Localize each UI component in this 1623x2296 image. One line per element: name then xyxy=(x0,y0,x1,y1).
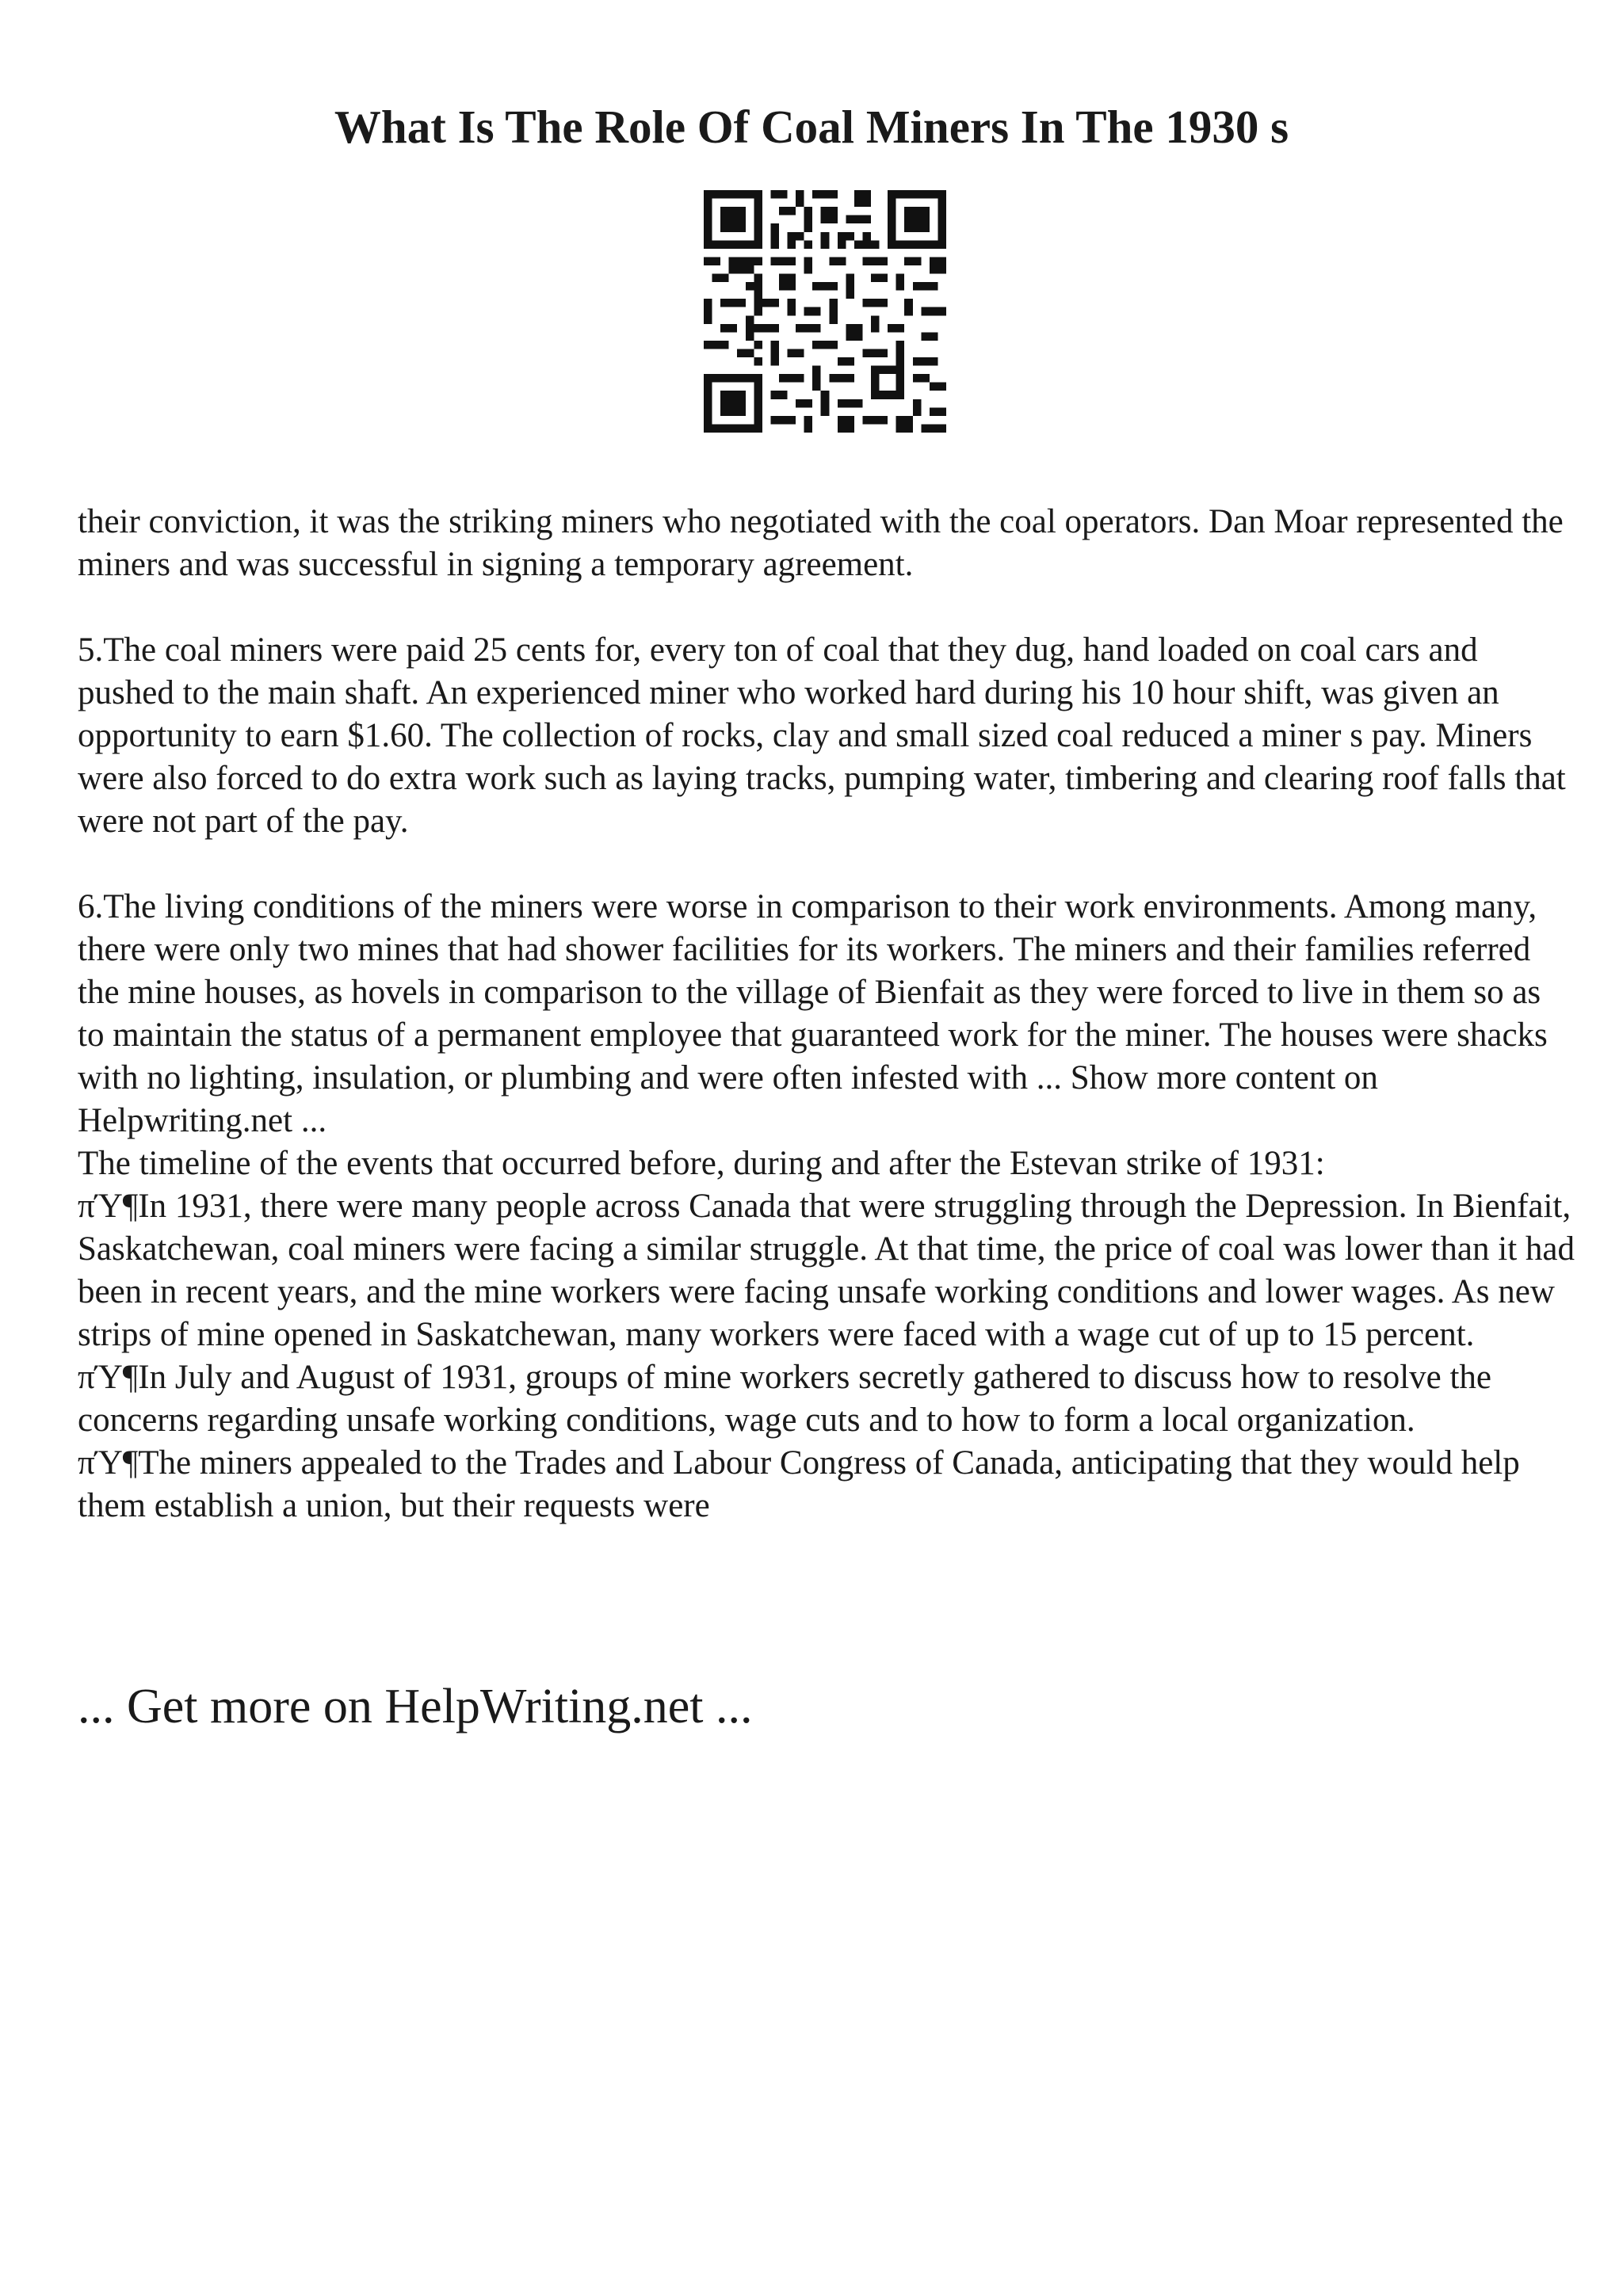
page-title: What Is The Role Of Coal Miners In The 1930 s xyxy=(334,101,1289,153)
paragraph: πΎ¶In 1931, there were many people across Canada that were struggling through the Depression. In Bienfait, Saskatchewan, coal miners were facing a similar struggle. At that time, the price of coal was lower than it had been in recent years, and the mine workers were facing unsafe working conditions and lower wages. As new strips of mine opened in Saskatchewan, many workers were faced with a wage cut of up to 15 percent. xyxy=(78,1188,1575,1353)
paragraph: their conviction, it was the striking miners who negotiated with the coal operators. Dan Moar represented the miners and was successful in signing a temporary agreement. xyxy=(78,503,1564,583)
get-more-link[interactable]: ... Get more on HelpWriting.net ... xyxy=(78,1680,753,1733)
qr-code-icon xyxy=(704,190,946,433)
document-body xyxy=(78,501,1575,1527)
paragraph: πΎ¶In July and August of 1931, groups of mine workers secretly gathered to discuss how to resolve the concerns regarding unsafe working conditions, wage cuts and to how to form a local organization. xyxy=(78,1359,1492,1439)
paragraph: πΎ¶The miners appealed to the Trades and Labour Congress of Canada, anticipating that they would help them establish a union, but their requests were xyxy=(78,1444,1520,1524)
paragraph: 6.The living conditions of the miners were worse in comparison to their work environments. Among many, there were only two mines that had shower facilities for its workers. The miners and their families referred the mine houses, as hovels in comparison to the village of Bienfait as they were forced to live in them so as to maintain the status of a permanent employee that guaranteed work for the miner. The houses were shacks with no lighting, insulation, or plumbing and were often infested with ... Show more content on Helpwriting.net ... xyxy=(78,888,1548,1139)
paragraph: 5.The coal miners were paid 25 cents for, every ton of coal that they dug, hand loaded on coal cars and pushed to the main shaft. An experienced miner who worked hard during his 10 hour shift, was given an opportunity to earn $1.60. The collection of rocks, clay and small sized coal reduced a miner s pay. Miners were also forced to do extra work such as laying tracks, pumping water, timbering and clearing roof falls that were not part of the pay. xyxy=(78,631,1566,840)
paragraph: The timeline of the events that occurred before, during and after the Estevan strike of 1931: xyxy=(78,1145,1325,1182)
